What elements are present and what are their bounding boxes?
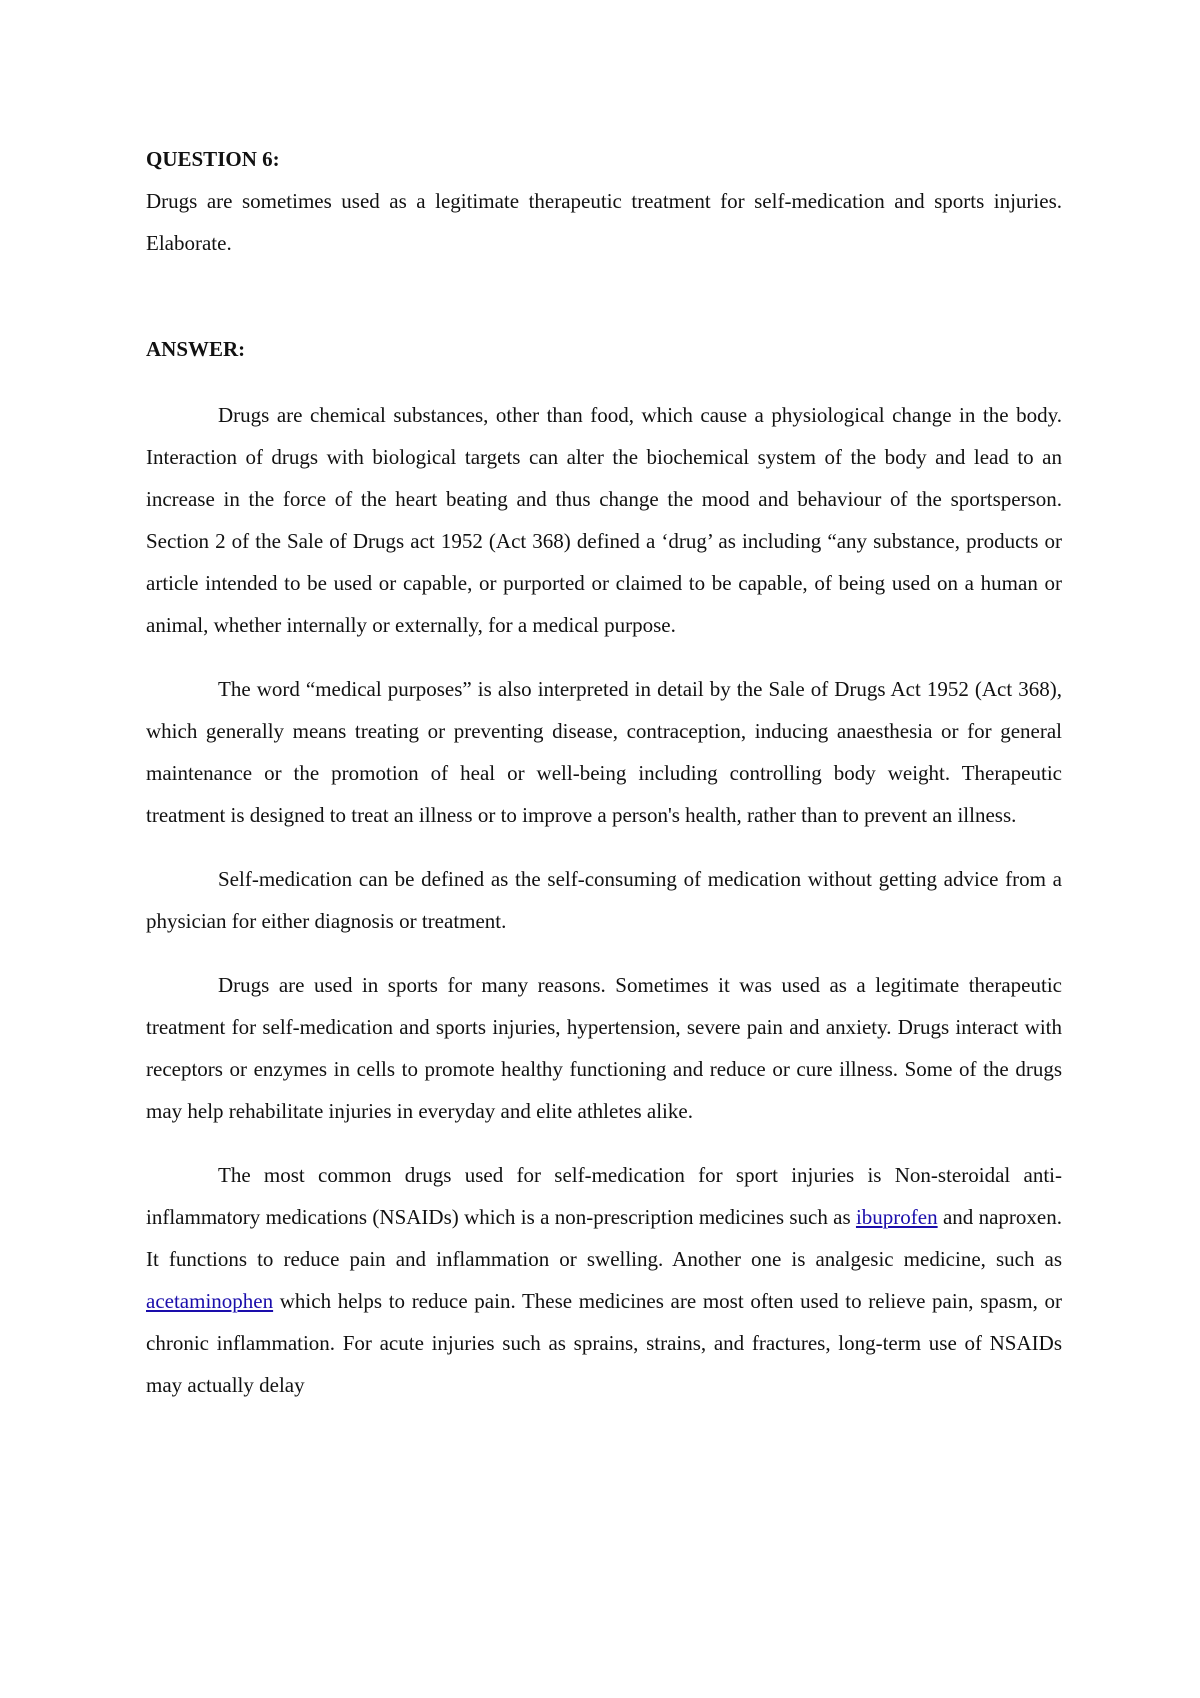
paragraph-5-text-3: which helps to reduce pain. These medicines are most often used to relieve pain, spasm, or chronic inflammation. For acute injuries such as sprains, strains, and fractures, long-term use of NSAIDs may actually delay xyxy=(146,1289,1062,1397)
document-page xyxy=(146,138,1062,1406)
answer-paragraph-4: Drugs are used in sports for many reasons. Sometimes it was used as a legitimate therapeutic treatment for self-medication and sports injuries, hypertension, severe pain and anxiety. Drugs interact with receptors or enzymes in cells to promote healthy functioning and reduce or cure illness. Some of the drugs may help rehabilitate injuries in everyday and elite athletes alike. xyxy=(146,973,1062,1123)
acetaminophen-link[interactable]: acetaminophen xyxy=(146,1289,274,1313)
paragraph-5-text-2: and naproxen. It functions to reduce pain and inflammation or swelling. Another one is analgesic medicine, such as xyxy=(146,1205,1062,1271)
paragraph-5-text-1: The most common drugs used for self-medication for sport injuries is Non-steroidal anti-inflammatory medications (NSAIDs) which is a non-prescription medicines such as xyxy=(146,1163,1062,1229)
answer-paragraph-2: The word “medical purposes” is also interpreted in detail by the Sale of Drugs Act 1952 (Act 368), which generally means treating or preventing disease, contraception, inducing anaesthesia or for general maintenance or the promotion of heal or well-being including controlling body weight. Therapeutic treatment is designed to treat an illness or to improve a person's health, rather than to prevent an illness. xyxy=(146,677,1062,827)
section-spacer xyxy=(146,264,1062,328)
ibuprofen-link[interactable]: ibuprofen xyxy=(855,1205,938,1229)
answer-paragraph-5 xyxy=(146,1154,1062,1406)
answer-paragraph-1: Drugs are chemical substances, other than food, which cause a physiological change in the body. Interaction of drugs with biological targets can alter the biochemical system of the body and lead to an increase in the force of the heart beating and thus change the mood and behaviour of the sportsperson. Section 2 of the Sale of Drugs act 1952 (Act 368) defined a ‘drug’ as including “any substance, products or article intended to be used or capable, or purported or claimed to be capable, of being used on a human or animal, whether internally or externally, for a medical purpose. xyxy=(146,403,1062,637)
question-heading: QUESTION 6: xyxy=(146,147,280,171)
question-text: Drugs are sometimes used as a legitimate therapeutic treatment for self-medication and sports injuries. Elaborate. xyxy=(146,189,1062,255)
answer-heading: ANSWER: xyxy=(146,337,246,361)
answer-paragraph-3: Self-medication can be defined as the self-consuming of medication without getting advice from a physician for either diagnosis or treatment. xyxy=(146,867,1062,933)
